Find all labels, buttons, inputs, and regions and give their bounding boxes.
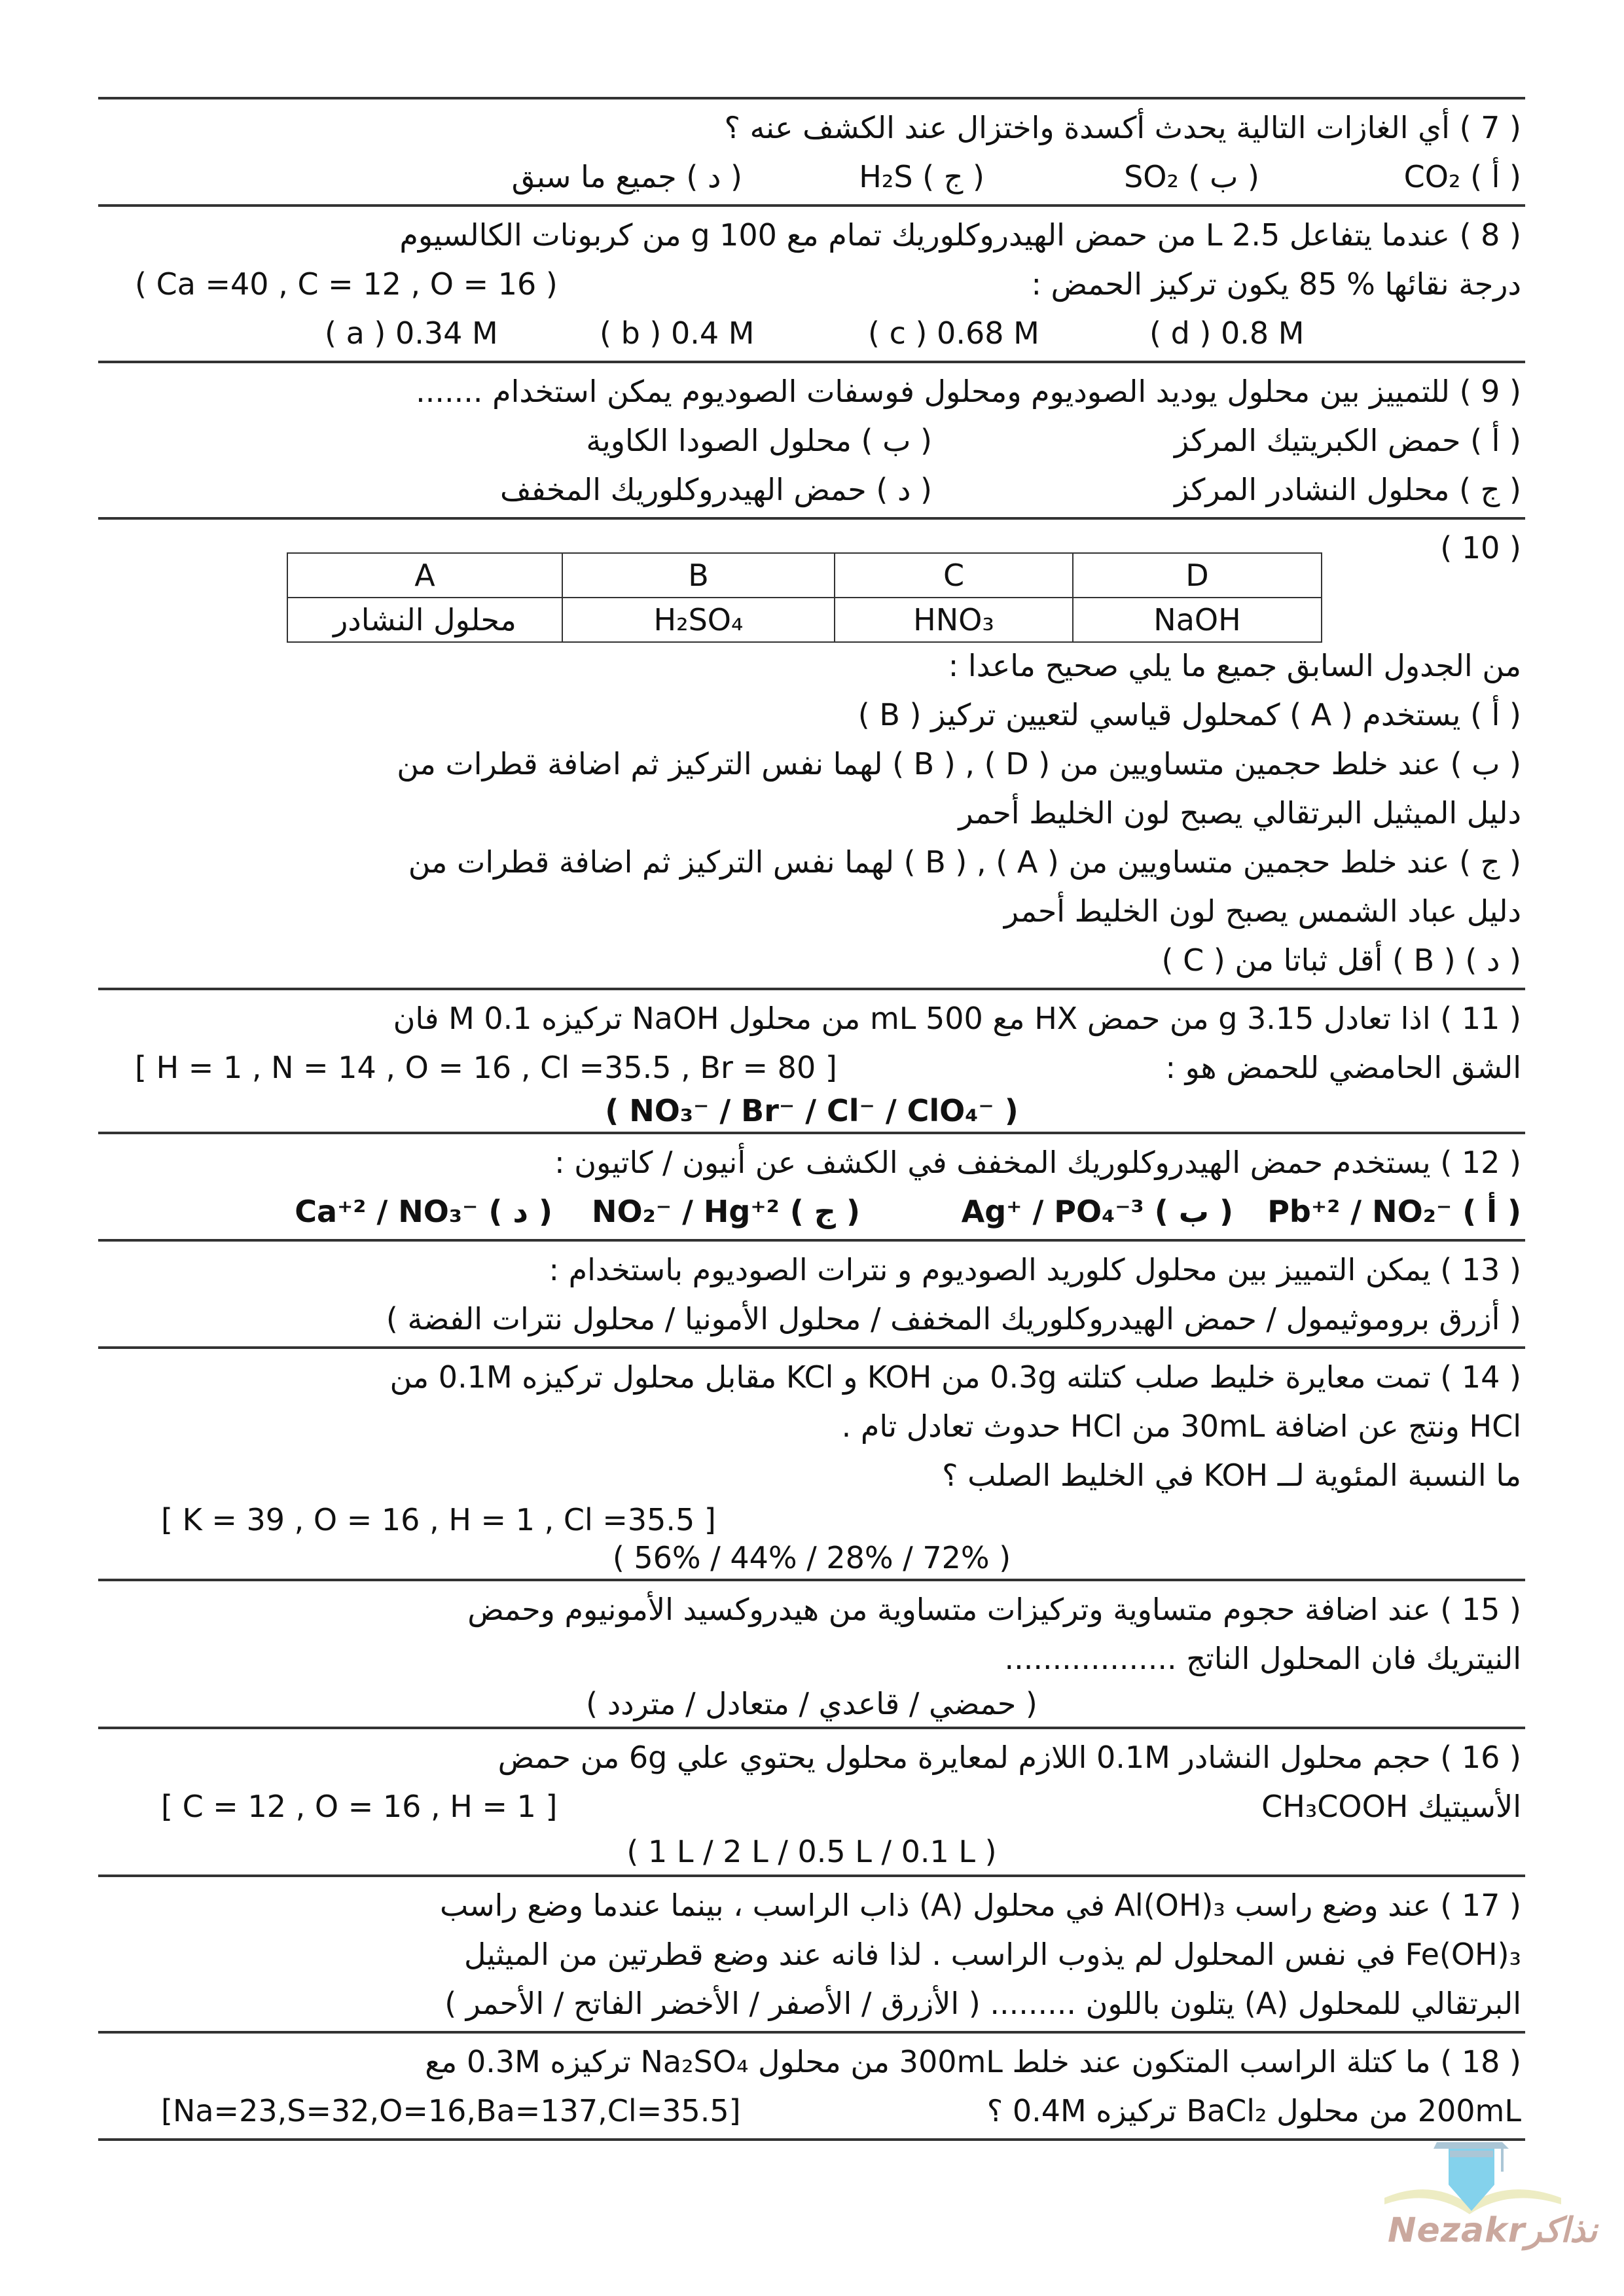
option-a: ( أ ) حمض الكبريتيك المركز (1174, 423, 1521, 458)
table-row (287, 598, 1322, 642)
question-number: ( 16 ) (1440, 1740, 1521, 1775)
table-header-cell: B (562, 553, 835, 598)
option-c: ( ج ) محلول النشادر المركز (1174, 472, 1521, 507)
question-stem-3: ما النسبة المئوية لــ KOH في الخليط الصلب ؟ (942, 1458, 1521, 1493)
question-stem-2: الأسيتيك CH₃COOH (1261, 1789, 1521, 1824)
question-stem: تمت معايرة خليط صلب كتلته 0.3g من KOH و KCl مقابل محلول تركيزه 0.1M من (389, 1359, 1431, 1395)
nezakr-watermark-logo (1371, 2126, 1598, 2257)
option-c: ( ج ) عند خلط حجمين متساويين من ( A ) , ( B ) لهما نفس التركيز ثم اضافة قطرات من (408, 844, 1521, 880)
question-number: ( 15 ) (1440, 1592, 1521, 1627)
table-header-cell: C (835, 553, 1073, 598)
answer-choices: ( NO₃⁻ / Br⁻ / Cl⁻ / ClO₄⁻ ) (605, 1093, 1019, 1128)
atomic-masses: [Na=23,S=32,O=16,Ba=137,Cl=35.5] (161, 2093, 741, 2128)
question-number: ( 11 ) (1440, 1001, 1521, 1036)
question-stem-2: النيتريك فان المحلول الناتج .................. (1004, 1641, 1521, 1676)
question-stem-2: الشق الحامضي للحمض هو : (1165, 1050, 1521, 1085)
question-stem: من الجدول السابق جميع ما يلي صحيح ماعدا : (948, 648, 1521, 683)
option-a: ( أ ) يستخدم ( A ) كمحلول قياسي لتعيين تركيز ( B ) (857, 697, 1521, 732)
question-number: ( 13 ) (1440, 1252, 1521, 1287)
question-16 (98, 1727, 1525, 1874)
question-stem: يستخدم حمض الهيدروكلوريك المخفف في الكشف عن أنيون / كاتيون : (554, 1145, 1431, 1180)
answer-choices: ( الأزرق / الأصفر / الأخضر الفاتح / الأحمر ) (444, 1986, 981, 2021)
atomic-masses: ( Ca =40 , C = 12 , O = 16 ) (135, 266, 558, 302)
question-9 (98, 361, 1525, 517)
graduation-cap-book-icon (1371, 2126, 1568, 2217)
question-stem: عندما يتفاعل 2.5 L من حمض الهيدروكلوريك تمام مع 100 g من كربونات الكالسيوم (399, 217, 1450, 253)
option-d: ( د ) Ca⁺² / NO₃⁻ (295, 1194, 552, 1229)
option-d: ( د ) ( B ) أقل ثباتا من ( C ) (1161, 942, 1521, 978)
option-d: ( d ) 0.8 M (1149, 315, 1305, 351)
table-cell: H₂SO₄ (562, 598, 835, 642)
exam-page (98, 97, 1525, 2141)
option-b: ( ب ) SO₂ (1124, 159, 1259, 194)
question-13 (98, 1239, 1525, 1346)
question-stem: للتمييز بين محلول يوديد الصوديوم ومحلول فوسفات الصوديوم يمكن استخدام ....... (416, 374, 1450, 409)
table-cell: NaOH (1073, 598, 1322, 642)
question-number: ( 10 ) (1440, 530, 1521, 565)
question-stem-2: HCl ونتج عن اضافة 30mL من HCl حدوث تعادل تام . (841, 1408, 1521, 1444)
question-stem: أي الغازات التالية يحدث أكسدة واختزال عند الكشف عنه ؟ (724, 110, 1450, 145)
question-number: ( 8 ) (1459, 217, 1521, 253)
table-header-cell: A (287, 553, 562, 598)
question-number: ( 18 ) (1440, 2044, 1521, 2079)
table-cell: HNO₃ (835, 598, 1073, 642)
option-a: ( أ ) CO₂ (1403, 159, 1521, 194)
atomic-masses: [ K = 39 , O = 16 , H = 1 , Cl =35.5 ] (161, 1502, 716, 1537)
option-c: ( c ) 0.68 M (868, 315, 1039, 351)
question-14 (98, 1346, 1525, 1579)
question-stem-2: Fe(OH)₃ في نفس المحلول لم يذوب الراسب . لذا فانه عند وضع قطرتين من الميثيل (464, 1937, 1521, 1972)
question-18 (98, 2031, 1525, 2141)
option-c: ( ج ) H₂S (859, 159, 984, 194)
option-b-continued: دليل الميثيل البرتقالي يصبح لون الخليط أحمر (958, 795, 1521, 831)
option-a: ( أ ) Pb⁺² / NO₂⁻ (1267, 1194, 1521, 1229)
question-stem-2: 200mL من محلول BaCl₂ تركيزه 0.4M ؟ (986, 2093, 1521, 2128)
question-stem: اذا تعادل 3.15 g من حمض HX مع 500 mL من محلول NaOH تركيزه 0.1 M فان (393, 1001, 1431, 1036)
answer-choices: ( أزرق بروموثيمول / حمض الهيدروكلوريك المخفف / محلول الأمونيا / محلول نترات الفضة ) (386, 1301, 1521, 1336)
question-stem-2: درجة نقائها % 85 يكون تركيز الحمض : (1031, 266, 1521, 302)
question-stem: عند اضافة حجوم متساوية وتركيزات متساوية من هيدروكسيد الأمونيوم وحمض (467, 1592, 1431, 1627)
question-stem: يمكن التمييز بين محلول كلوريد الصوديوم و نترات الصوديوم باستخدام : (549, 1252, 1431, 1287)
question-7 (98, 97, 1525, 204)
question-11 (98, 988, 1525, 1132)
question-12 (98, 1132, 1525, 1239)
table-header-row (287, 553, 1322, 598)
option-d: ( د ) حمض الهيدروكلوريك المخفف (500, 472, 932, 507)
table-header-cell: D (1073, 553, 1322, 598)
option-d: ( د ) جميع ما سبق (511, 159, 742, 194)
question-10 (98, 517, 1525, 988)
answer-choices: ( حمضي / قاعدي / متعادل / متردد ) (586, 1686, 1038, 1721)
question-stem: ما كتلة الراسب المتكون عند خلط 300mL من محلول Na₂SO₄ تركيزه 0.3M مع (425, 2044, 1431, 2079)
solutions-table (287, 552, 1322, 643)
question-number: ( 14 ) (1440, 1359, 1521, 1395)
question-15 (98, 1579, 1525, 1727)
atomic-masses: [ H = 1 , N = 14 , O = 16 , Cl =35.5 , Br = 80 ] (135, 1050, 837, 1085)
option-b: ( ب ) محلول الصودا الكاوية (586, 423, 932, 458)
question-number: ( 7 ) (1459, 110, 1521, 145)
question-number: ( 17 ) (1440, 1888, 1521, 1923)
question-stem: عند وضع راسب Al(OH)₃ في محلول (A) ذاب الراسب ، بينما عندما وضع راسب (439, 1888, 1431, 1923)
question-8 (98, 204, 1525, 361)
option-c: ( ج ) NO₂⁻ / Hg⁺² (592, 1194, 860, 1229)
option-c-continued: دليل عباد الشمس يصبح لون الخليط أحمر (1003, 893, 1521, 929)
answer-choices: ( 56% / 44% / 28% / 72% ) (612, 1540, 1011, 1575)
option-b: ( ب ) Ag⁺ / PO₄⁻³ (961, 1194, 1233, 1229)
option-b: ( ب ) عند خلط حجمين متساويين من ( D ) , ( B ) لهما نفس التركيز ثم اضافة قطرات من (397, 746, 1521, 781)
watermark-text: Nezakrنذاكر (1388, 2211, 1598, 2250)
table-cell: محلول النشادر (287, 598, 562, 642)
question-17 (98, 1874, 1525, 2031)
atomic-masses: [ C = 12 , O = 16 , H = 1 ] (161, 1789, 558, 1824)
question-stem-3: البرتقالي للمحلول (A) يتلون باللون ......... (990, 1986, 1521, 2021)
option-a: ( a ) 0.34 M (325, 315, 498, 351)
answer-choices: ( 1 L / 2 L / 0.5 L / 0.1 L ) (626, 1834, 997, 1869)
question-number: ( 9 ) (1459, 374, 1521, 409)
question-stem: حجم محلول النشادر 0.1M اللازم لمعايرة محلول يحتوي علي 6g من حمض (497, 1740, 1431, 1775)
question-number: ( 12 ) (1440, 1145, 1521, 1180)
option-b: ( b ) 0.4 M (600, 315, 755, 351)
